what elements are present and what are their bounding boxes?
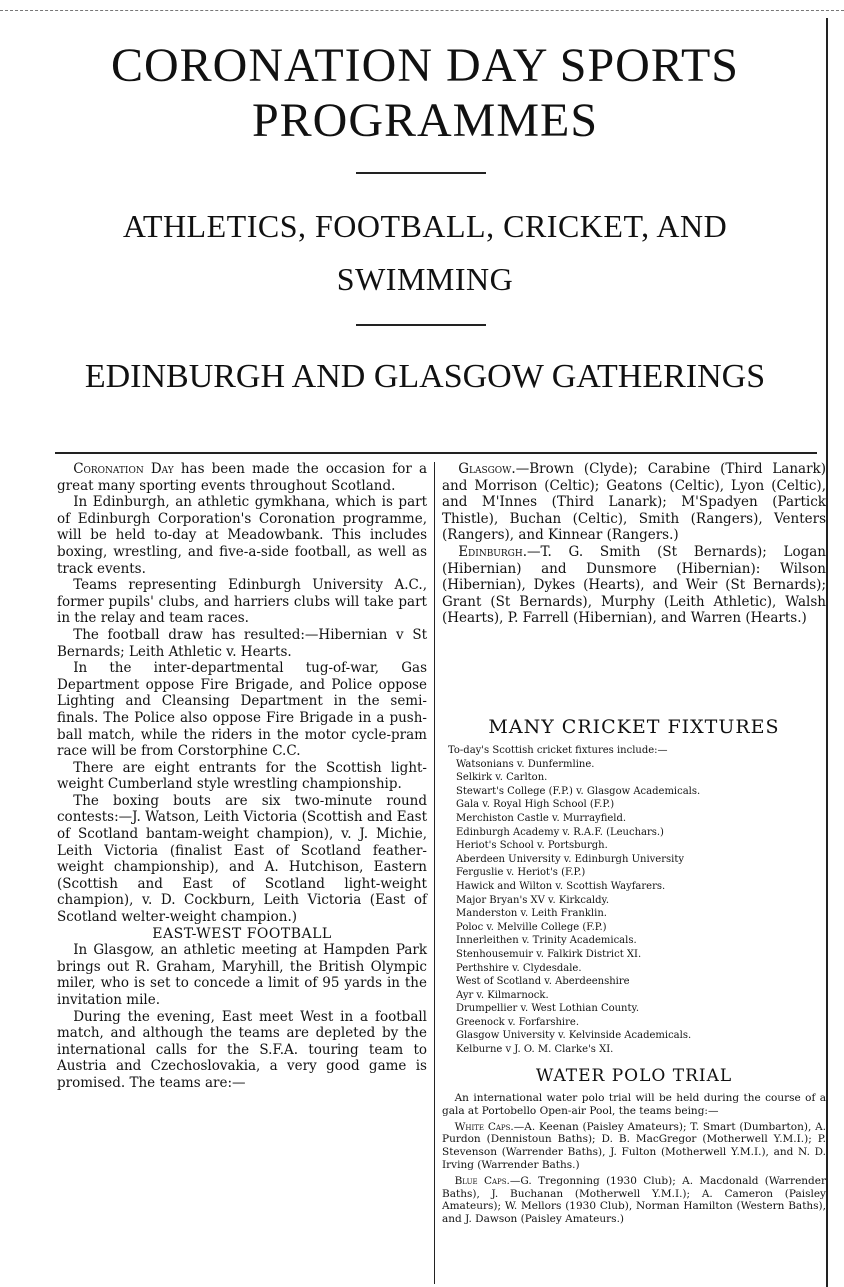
headline-bottom-rule [55, 452, 817, 454]
list-item: Innerleithen v. Trinity Academicals. [456, 935, 637, 947]
list-item: Ayr v. Kilmarnock. [456, 989, 549, 1001]
team-white-caps: White Caps.—A. Keenan (Paisley Amateurs); T. Smart (Dumbarton), A. Purdon (Dennistoun Baths); D. B. MacGregor (Motherwell Y.M.I.); P. Stevenson (Warrender Baths), J. Fulton (Motherwell Y.M.I.), and N. D. Irving (Warrender Baths.) [442, 1120, 826, 1171]
team-edinburgh: Edinburgh.—T. G. Smith (St Bernards); Logan (Hibernian) and Dunsmore (Hibernian): Wilson (Hibernian), Dykes (Hearts), and Weir (St Bernards); Grant (St Bernards), Murphy (Leith Athletic), Walsh (Hearts), P. Farrell (Hibernian), and Warren (Hearts.) [442, 543, 826, 627]
list-item: Stenhousemuir v. Falkirk District XI. [456, 948, 642, 960]
list-item: West of Scotland v. Aberdeenshire [456, 976, 630, 988]
list-item: Edinburgh Academy v. R.A.F. (Leuchars.) [456, 826, 664, 838]
main-headline [30, 38, 820, 148]
list-item: Gala v. Royal High School (F.P.) [456, 799, 615, 811]
list-item: Greenock v. Forfarshire. [456, 1016, 580, 1028]
water-polo-heading: WATER POLO TRIAL [535, 1066, 733, 1086]
team-blue-caps: Blue Caps.—G. Tregonning (1930 Club); A. Macdonald (Warrender Baths), J. Buchanan (Motherwell Y.M.I.); A. Cameron (Paisley Amateurs); W. Mellors (1930 Club), Norman Hamilton (Western Baths), and J. Dawson (Paisley Amateurs.) [442, 1174, 826, 1226]
list-item: Selkirk v. Carlton. [456, 772, 548, 784]
list-item: Stewart's College (F.P.) v. Glasgow Academicals. [456, 785, 701, 797]
paragraph: In the inter-departmental tug-of-war, Gas Department oppose Fire Brigade, and Police oppose Lighting and Cleansing Department in the semi-finals. The Police also oppose Fire Brigade in a push-ball match, while the riders in the motor cycle-pram race will be from Corstorphine C.C. [57, 660, 427, 760]
paragraph: During the evening, East meet West in a football match, and although the teams are depleted by the international calls for the S.F.A. touring team to Austria and Czechoslovakia, a very good game is promised. The teams are:— [57, 1008, 427, 1091]
water-polo-intro: An international water polo trial will be held during the course of a gala at Portobello Open-air Pool, the teams being:— [442, 1092, 826, 1117]
list-item: Poloc v. Melville College (F.P.) [456, 921, 607, 933]
right-column-teams [442, 461, 826, 627]
left-column [57, 461, 427, 1092]
list-item: Perthshire v. Clydesdale. [456, 962, 582, 974]
list-item: Hawick and Wilton v. Scottish Wayfarers. [456, 880, 666, 892]
list-item: Heriot's School v. Portsburgh. [456, 840, 608, 852]
paragraph: In Glasgow, an athletic meeting at Hampden Park brings out R. Graham, Maryhill, the British Olympic miler, who is set to concede a limit of 95 yards in the invitation mile. [57, 942, 427, 1008]
cricket-fixture-list [448, 744, 826, 1057]
team-glasgow: Glasgow.—Brown (Clyde); Carabine (Third Lanark) and Morrison (Celtic); Geatons (Celtic), Lyon (Celtic), and M'Innes (Third Lanark); M'Spadyen (Partick Thistle), Buchan (Celtic), Smith (Rangers), Venters (Rangers), and Kinnear (Rangers.) [442, 461, 826, 544]
list-item: Ferguslie v. Heriot's (F.P.) [456, 867, 586, 879]
column-divider [434, 462, 435, 1284]
paragraph: The boxing bouts are six two-minute round contests:—J. Watson, Leith Victoria (Scottish and East of Scotland bantam-weight champion), v. J. Michie, Leith Victoria (finalist East of Scotland feather-weight championship), and A. Hutchison, Eastern (Scottish and East of Scotland light-weight champion), v. D. Cockburn, Leith Victoria (East of Scotland welter-weight champion.) [57, 792, 427, 926]
sub-headline [30, 200, 820, 306]
list-item: Merchiston Castle v. Murrayfield. [456, 812, 627, 824]
paragraph: Coronation Day has been made the occasion for a great many sporting events throughout Scotland. [57, 461, 428, 494]
paragraph: The football draw has resulted:—Hibernian v St Bernards; Leith Athletic v. Hearts. [57, 626, 427, 660]
list-item: Aberdeen University v. Edinburgh University [456, 853, 684, 865]
cricket-intro: To-day's Scottish cricket fixtures include:— [448, 745, 668, 756]
list-item: Glasgow University v. Kelvinside Academicals. [456, 1030, 692, 1042]
lead-in: Coronation Day [73, 461, 174, 477]
list-item: Manderston v. Leith Franklin. [456, 908, 607, 920]
cricket-heading: MANY CRICKET FIXTURES [488, 716, 780, 738]
right-column-rule [826, 18, 828, 1287]
sub-headline-line-1: ATHLETICS, FOOTBALL, CRICKET, AND [122, 208, 728, 244]
water-polo-body [442, 1092, 826, 1229]
sub-headline-line-2: SWIMMING [336, 261, 514, 297]
section-headline: EDINBURGH AND GLASGOW GATHERINGS [84, 358, 766, 395]
subheading-east-west: EAST-WEST FOOTBALL [152, 925, 332, 942]
paragraph: There are eight entrants for the Scottish light-weight Cumberland style wrestling championship. [57, 759, 427, 793]
list-item: Major Bryan's XV v. Kirkcaldy. [456, 894, 610, 906]
top-border [0, 10, 844, 11]
list-item: Watsonians v. Dunfermline. [456, 758, 595, 770]
divider-rule [356, 172, 486, 174]
paragraph: In Edinburgh, an athletic gymkhana, which is part of Edinburgh Corporation's Coronation programme, will be held to-day at Meadowbank. This includes boxing, wrestling, and five-a-side football, as well as track events. [57, 494, 427, 577]
divider-rule [356, 324, 486, 326]
headline-line-2: PROGRAMMES [251, 94, 599, 147]
headline-line-1: CORONATION DAY SPORTS [110, 39, 739, 92]
list-item: Drumpellier v. West Lothian County. [456, 1003, 640, 1015]
paragraph: Teams representing Edinburgh University A.C., former pupils' clubs, and harriers clubs will take part in the relay and team races. [57, 577, 427, 627]
list-item: Kelburne v J. O. M. Clarke's XI. [456, 1044, 614, 1056]
